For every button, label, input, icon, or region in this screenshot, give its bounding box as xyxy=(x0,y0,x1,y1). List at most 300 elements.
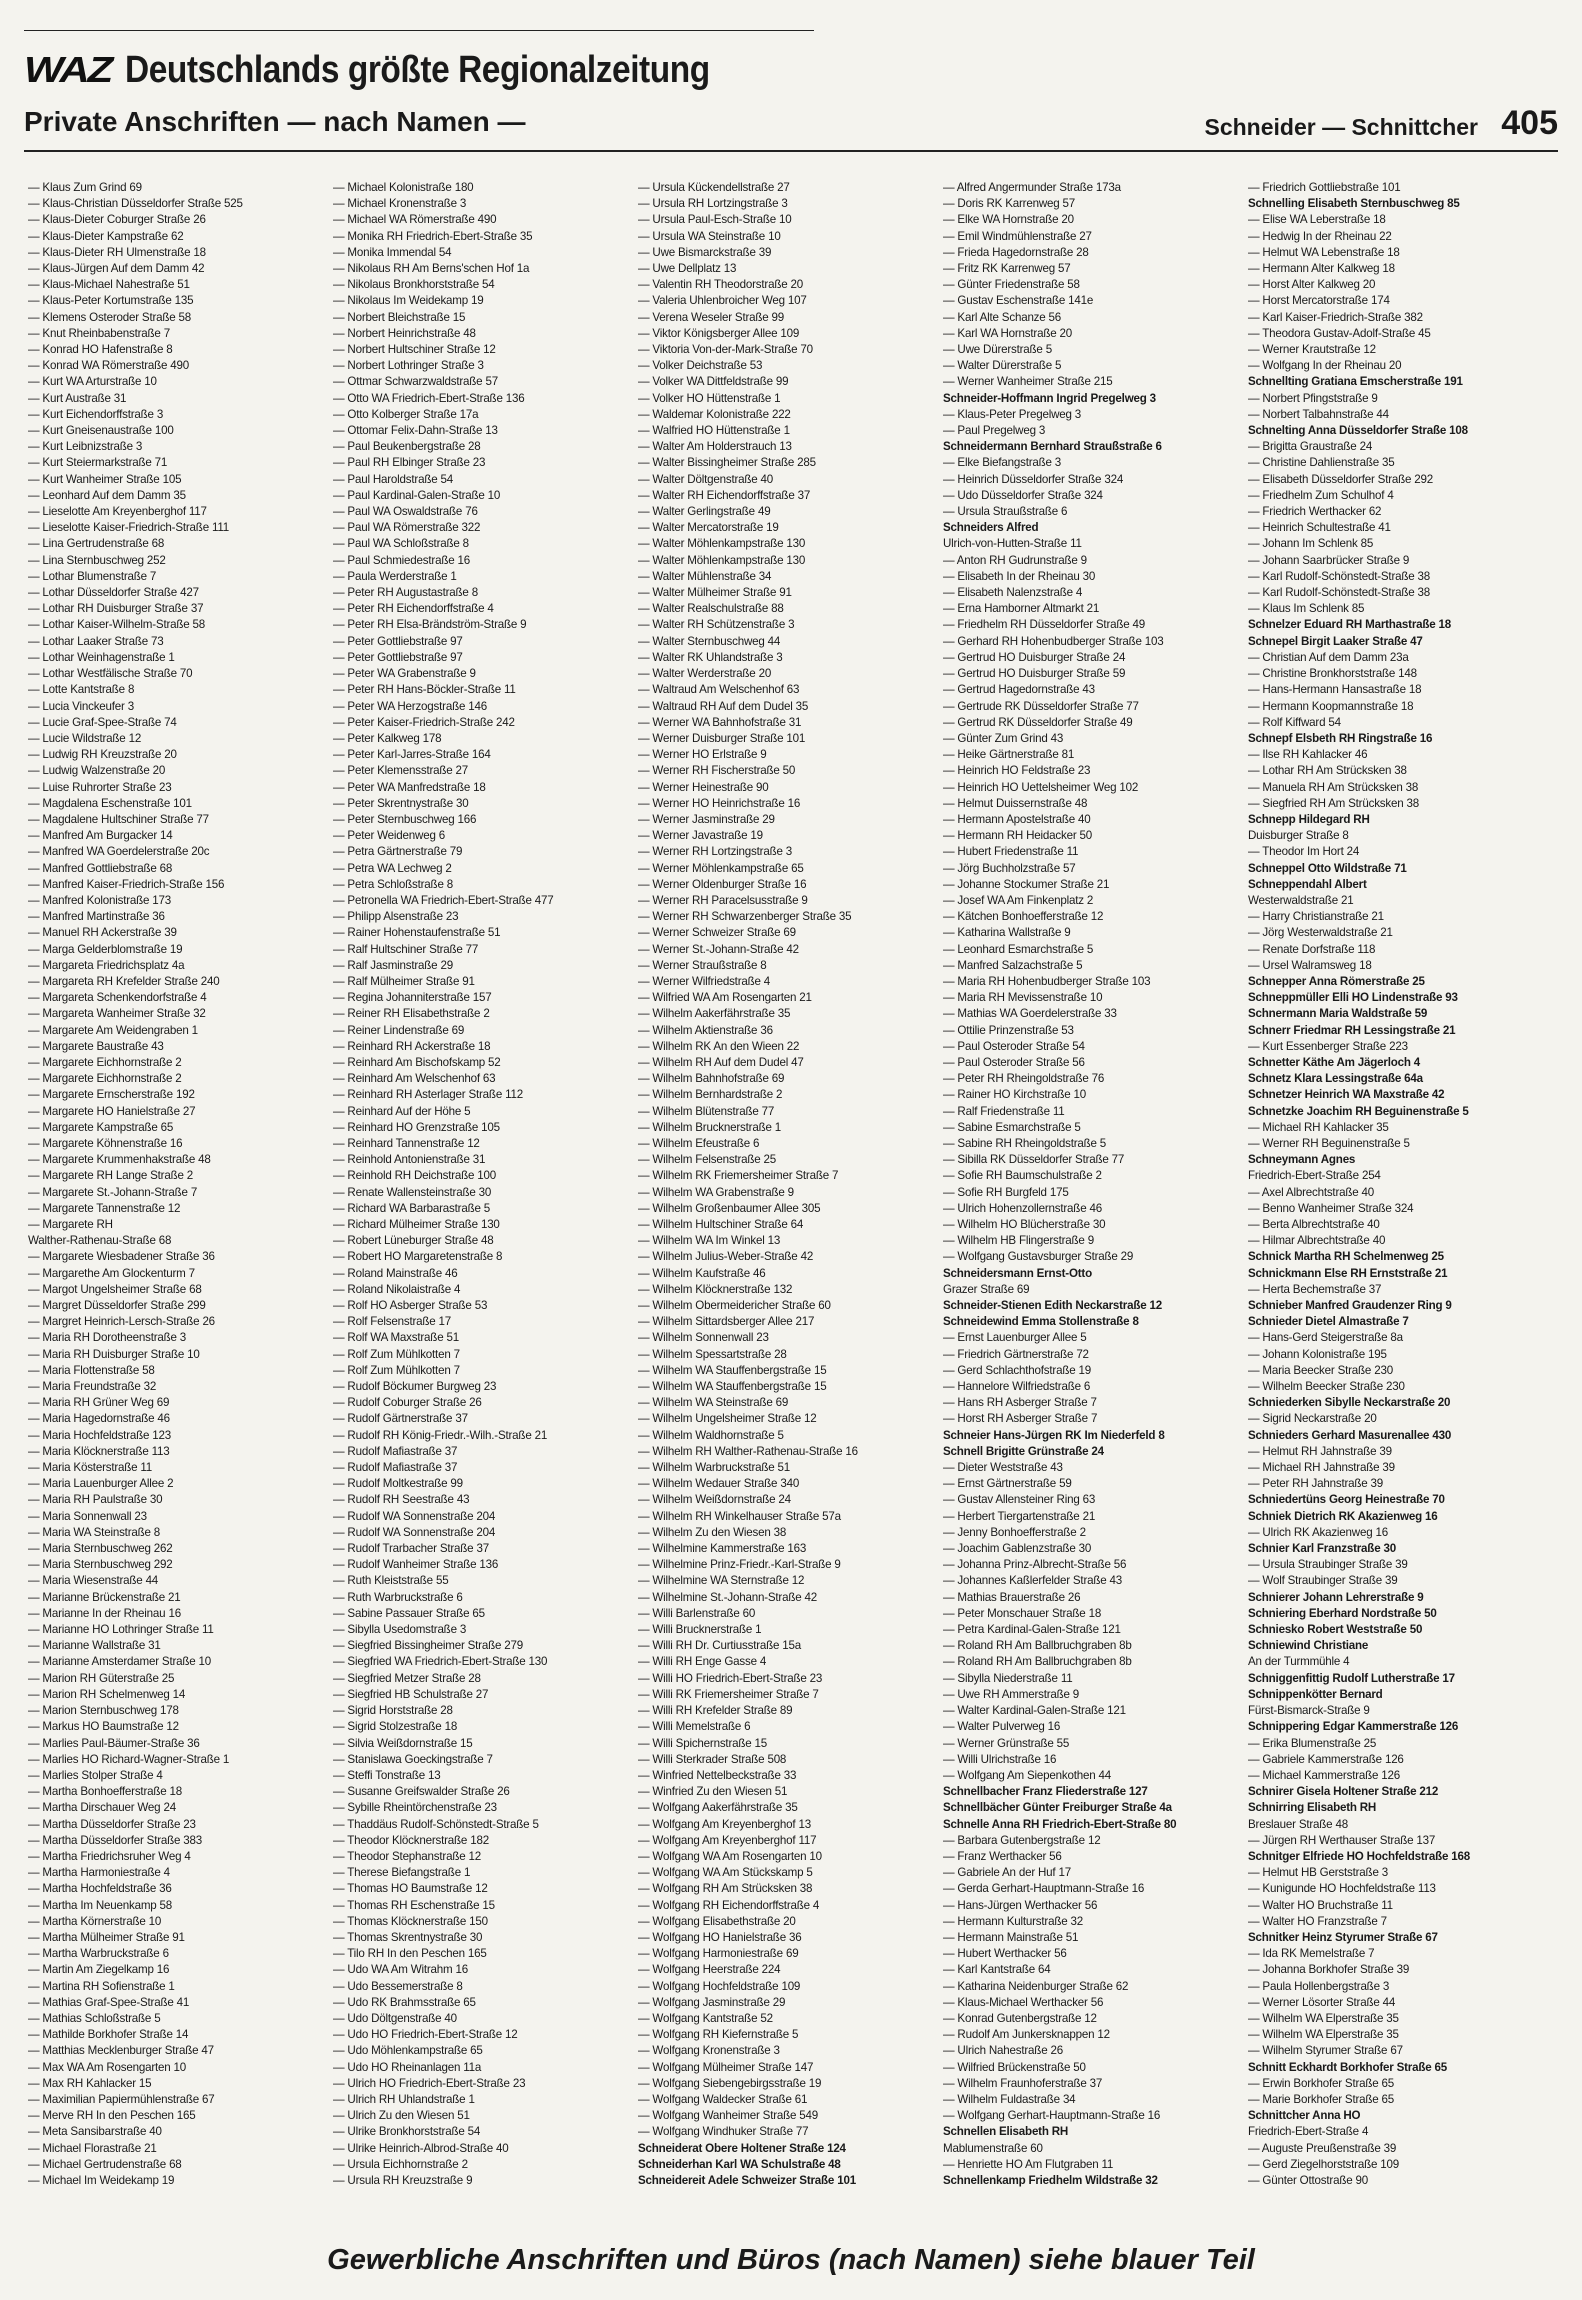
address-entry: — Rudolf RH König-Friedr.-Wilh.-Straße 21 xyxy=(333,1428,548,1442)
address-entry: — Maria Beecker Straße 230 xyxy=(1248,1363,1393,1377)
address-entry: — Udo Bessemerstraße 8 xyxy=(333,1979,463,1993)
address-entry: — Hans-Gerd Steigerstraße 8a xyxy=(1248,1331,1403,1345)
address-entry: — Wolfgang WA Am Rosengarten 10 xyxy=(638,1849,822,1863)
address-entry: — Michael Kronenstraße 3 xyxy=(333,197,467,211)
address-entry: — Hannelore Wilfriedstraße 6 xyxy=(943,1380,1091,1394)
address-entry: — Horst Alter Kalkweg 20 xyxy=(1248,278,1376,292)
address-entry: — Therese Biefangstraße 1 xyxy=(333,1866,471,1880)
address-entry: — Helmut HB Gerststraße 3 xyxy=(1248,1866,1388,1880)
address-entry: — Lothar Düsseldorfer Straße 427 xyxy=(28,586,199,600)
address-entry: — Marianne Wallstraße 31 xyxy=(28,1639,161,1653)
address-entry: — Christine Bronkhorststraße 148 xyxy=(1248,667,1417,681)
address-entry: — Lieselotte Am Kreyenberghof 117 xyxy=(28,505,207,519)
address-entry: — Mathias Schloßstraße 5 xyxy=(28,2011,161,2025)
address-entry: — Werner RH Beguinenstraße 5 xyxy=(1248,1136,1410,1150)
address-entry: — Theodor Stephanstraße 12 xyxy=(333,1849,481,1863)
address-entry: — Wolfgang Gerhart-Hauptmann-Straße 16 xyxy=(943,2109,1161,2123)
address-entry: — Werner WA Bahnhofstraße 31 xyxy=(638,715,802,729)
address-entry: — Paul Kardinal-Galen-Straße 10 xyxy=(333,488,501,502)
address-entry: — Peter Skrentnystraße 30 xyxy=(333,796,469,810)
address-entry: Schnetzke Joachim RH Beguinenstraße 5 xyxy=(1248,1104,1469,1118)
address-entry: — Mathias Brauerstraße 26 xyxy=(943,1590,1081,1604)
address-entry: — Sibylla Niederstraße 11 xyxy=(943,1671,1073,1685)
address-entry: — Gerda Gerhart-Hauptmann-Straße 16 xyxy=(943,1882,1145,1896)
address-entry: — Wilhelm Weißdornstraße 24 xyxy=(638,1493,791,1507)
address-entry: — Werner Grünstraße 55 xyxy=(943,1736,1070,1750)
address-entry: Schnermann Maria Waldstraße 59 xyxy=(1248,1007,1428,1021)
address-entry: — Joachim Gablenzstraße 30 xyxy=(943,1542,1092,1556)
address-entry: — Wolfgang Am Kreyenberghof 13 xyxy=(638,1817,811,1831)
address-entry: Westerwaldstraße 21 xyxy=(1248,893,1354,907)
address-entry: — Maria Freundstraße 32 xyxy=(28,1380,157,1394)
address-entry: — Marion RH Schelmenweg 14 xyxy=(28,1687,186,1701)
address-entry: Schnick Martha RH Schelmenweg 25 xyxy=(1248,1250,1444,1264)
address-entry: — Wilhelm Bernhardstraße 2 xyxy=(638,1088,783,1102)
address-entry: — Thaddäus Rudolf-Schönstedt-Straße 5 xyxy=(333,1817,539,1831)
address-entry: — Werner Möhlenkampstraße 65 xyxy=(638,861,804,875)
address-entry: — Manfred Kaiser-Friedrich-Straße 156 xyxy=(28,877,225,891)
address-entry: — Helmut RH Jahnstraße 39 xyxy=(1248,1444,1392,1458)
address-entry: — Kätchen Bonhoefferstraße 12 xyxy=(943,910,1104,924)
address-entry: — Maria RH Mevissenstraße 10 xyxy=(943,991,1103,1005)
address-entry: — Walter Bissingheimer Straße 285 xyxy=(638,456,816,470)
address-entry: — Rudolf Böckumer Burgweg 23 xyxy=(333,1380,497,1394)
address-entry: — Erwin Borkhofer Straße 65 xyxy=(1248,2076,1395,2090)
address-entry: — Wolfgang RH Am Strücksken 38 xyxy=(638,1882,813,1896)
address-entry: — Gerd Ziegelhorststraße 109 xyxy=(1248,2157,1399,2171)
address-entry: — Theodora Gustav-Adolf-Straße 45 xyxy=(1248,326,1431,340)
address-entry: — Willi RH Enge Gasse 4 xyxy=(638,1655,767,1669)
address-entry: — Luise Ruhrorter Straße 23 xyxy=(28,780,172,794)
address-entry: — Rudolf Mafiastraße 37 xyxy=(333,1461,458,1475)
address-entry: — Martha Düsseldorfer Straße 23 xyxy=(28,1817,196,1831)
address-entry: Friedrich-Ebert-Straße 254 xyxy=(1248,1169,1381,1183)
address-entry: — Reinhard HO Grenzstraße 105 xyxy=(333,1120,500,1134)
address-entry: — Martha Dirschauer Weg 24 xyxy=(28,1801,176,1815)
address-entry: — Wilhelm HB Flingerstraße 9 xyxy=(943,1234,1094,1248)
address-entry: — Willi Ulrichstraße 16 xyxy=(943,1752,1057,1766)
address-entry: — Herta Bechemstraße 37 xyxy=(1248,1282,1382,1296)
address-entry: — Michael WA Römerstraße 490 xyxy=(333,213,497,227)
address-entry: — Hans-Hermann Hansastraße 18 xyxy=(1248,683,1422,697)
address-entry: — Kurt Austraße 31 xyxy=(28,391,127,405)
address-entry: — Friedhelm Zum Schulhof 4 xyxy=(1248,488,1394,502)
address-entry: — Ernst Gärtnerstraße 59 xyxy=(943,1477,1072,1491)
address-entry: — Valentin RH Theodorstraße 20 xyxy=(638,278,803,292)
address-entry: — Sabine Esmarchstraße 5 xyxy=(943,1120,1081,1134)
address-entry: — Gabriele An der Huf 17 xyxy=(943,1866,1071,1880)
address-entry: — Otto WA Friedrich-Ebert-Straße 136 xyxy=(333,391,525,405)
address-entry: Schneppel Otto Wildstraße 71 xyxy=(1248,861,1407,875)
address-entry: — Wolfgang Elisabethstraße 20 xyxy=(638,1914,796,1928)
address-entry: — Ulrich Zu den Wiesen 51 xyxy=(333,2109,470,2123)
address-entry: — Peter Klemensstraße 27 xyxy=(333,764,469,778)
address-entry: — Leonhard Auf dem Damm 35 xyxy=(28,488,186,502)
address-entry: — Peter Monschauer Straße 18 xyxy=(943,1606,1102,1620)
address-entry: — Hermann Mainstraße 51 xyxy=(943,1930,1079,1944)
address-entry: — Paula Hollenbergstraße 3 xyxy=(1248,1979,1390,1993)
address-entry: — Heinrich Schultestraße 41 xyxy=(1248,521,1391,535)
address-entry: — Willi RH Dr. Curtiusstraße 15a xyxy=(638,1639,802,1653)
page-header xyxy=(24,102,1558,146)
address-entry: — Lothar Weinhagenstraße 1 xyxy=(28,650,175,664)
address-entry: — Wolfgang In der Rheinau 20 xyxy=(1248,359,1402,373)
address-entry: — Helmut Duissernstraße 48 xyxy=(943,796,1088,810)
address-entry: Schniggenfittig Rudolf Lutherstraße 17 xyxy=(1248,1671,1455,1685)
address-entry: — Sigrid Neckarstraße 20 xyxy=(1248,1412,1377,1426)
address-entry: — Margarete RH Lange Straße 2 xyxy=(28,1169,193,1183)
address-entry: — Rolf Zum Mühlkotten 7 xyxy=(333,1347,460,1361)
address-entry: — Manfred Gottliebstraße 68 xyxy=(28,861,173,875)
address-entry: — Martha Hochfeldstraße 36 xyxy=(28,1882,172,1896)
address-entry: — Michael Gertrudenstraße 68 xyxy=(28,2157,182,2171)
address-entry: — Martha Friedrichsruher Weg 4 xyxy=(28,1849,191,1863)
address-entry: — Wilhelm RK Friemersheimer Straße 7 xyxy=(638,1169,839,1183)
address-entry: — Maria Sonnenwall 23 xyxy=(28,1509,147,1523)
address-entry: — Ottilie Prinzenstraße 53 xyxy=(943,1023,1074,1037)
address-entry: — Sibilla RK Düsseldorfer Straße 77 xyxy=(943,1153,1125,1167)
address-entry: — Siegfried HB Schulstraße 27 xyxy=(333,1687,489,1701)
address-entry: — Hermann Koopmannstraße 18 xyxy=(1248,699,1414,713)
address-entry: — Wolfgang Harmoniestraße 69 xyxy=(638,1947,799,1961)
address-entry: — Elisabeth Nalenzstraße 4 xyxy=(943,586,1083,600)
address-entry: — Ralf Mülheimer Straße 91 xyxy=(333,974,475,988)
address-entry: — Kurt Essenberger Straße 223 xyxy=(1248,1039,1408,1053)
column-5 xyxy=(1248,180,1553,2220)
column-2 xyxy=(333,180,638,2220)
address-entry: — Rolf HO Asberger Straße 53 xyxy=(333,1299,488,1313)
address-entry: — Werner Lösorter Straße 44 xyxy=(1248,1995,1396,2009)
address-entry: — Ulrike Heinrich-Albrod-Straße 40 xyxy=(333,2141,509,2155)
address-entry: — Gertrud HO Duisburger Straße 24 xyxy=(943,650,1126,664)
address-entry: — Reinhold Antonienstraße 31 xyxy=(333,1153,486,1167)
address-entry: — Paula Werderstraße 1 xyxy=(333,569,457,583)
address-entry: — Kurt WA Arturstraße 10 xyxy=(28,375,157,389)
address-entry: — Markus HO Baumstraße 12 xyxy=(28,1720,179,1734)
address-entry: — Reinhard Auf der Höhe 5 xyxy=(333,1104,471,1118)
address-entry: — Winfried Nettelbeckstraße 33 xyxy=(638,1768,797,1782)
address-entry: — Johann Saarbrücker Straße 9 xyxy=(1248,553,1410,567)
address-entry: — Wilhelm Efeustraße 6 xyxy=(638,1136,760,1150)
address-entry: — Kurt Leibnizstraße 3 xyxy=(28,440,143,454)
address-entry: — Doris RK Karrenweg 57 xyxy=(943,197,1076,211)
address-entry: — Margarete Baustraße 43 xyxy=(28,1039,164,1053)
address-entry: — Klemens Osteroder Straße 58 xyxy=(28,310,192,324)
address-entry: — Udo Möhlenkampstraße 65 xyxy=(333,2044,483,2058)
address-entry: — Silvia Weißdornstraße 15 xyxy=(333,1736,473,1750)
address-entry: — Max WA Am Rosengarten 10 xyxy=(28,2060,187,2074)
address-entry: — Manfred Martinstraße 36 xyxy=(28,910,165,924)
address-entry: — Margareta RH Krefelder Straße 240 xyxy=(28,974,220,988)
address-entry: — Walter Am Holderstrauch 13 xyxy=(638,440,792,454)
address-entry: — Klaus-Michael Nahestraße 51 xyxy=(28,278,190,292)
address-entry: — Dieter Weststraße 43 xyxy=(943,1461,1063,1475)
address-entry: — Sofie RH Baumschulstraße 2 xyxy=(943,1169,1102,1183)
address-entry: Schneidermann Bernhard Straußstraße 6 xyxy=(943,440,1162,454)
address-entry: — Werner St.-Johann-Straße 42 xyxy=(638,942,799,956)
address-entry: — Margarethe Am Glockenturm 7 xyxy=(28,1266,195,1280)
address-entry: — Margot Ungelsheimer Straße 68 xyxy=(28,1282,202,1296)
address-entry: — Robert HO Margaretenstraße 8 xyxy=(333,1250,503,1264)
address-entry: — Wilhelmine St.-Johann-Straße 42 xyxy=(638,1590,817,1604)
address-entry: — Ida RK Memelstraße 7 xyxy=(1248,1947,1375,1961)
address-entry: — Peter RH Augustastraße 8 xyxy=(333,586,478,600)
address-entry: Walther-Rathenau-Straße 68 xyxy=(28,1234,172,1248)
address-entry: Schnepel Birgit Laaker Straße 47 xyxy=(1248,634,1423,648)
address-entry: — Margarete HO Hanielstraße 27 xyxy=(28,1104,196,1118)
address-entry: — Ruth Warbruckstraße 6 xyxy=(333,1590,463,1604)
address-entry: — Sibylla Usedomstraße 3 xyxy=(333,1623,467,1637)
address-entry: — Roland Nikolaistraße 4 xyxy=(333,1282,461,1296)
address-entry: — Hans-Jürgen Werthacker 56 xyxy=(943,1898,1098,1912)
address-entry: — Kunigunde HO Hochfeldstraße 113 xyxy=(1248,1882,1436,1896)
address-entry: — Rainer Hohenstaufenstraße 51 xyxy=(333,926,501,940)
address-entry: — Walter Kardinal-Galen-Straße 121 xyxy=(943,1704,1126,1718)
address-entry: — Erika Blumenstraße 25 xyxy=(1248,1736,1377,1750)
address-entry: — Willi HO Friedrich-Ebert-Straße 23 xyxy=(638,1671,823,1685)
address-entry: Schnierer Johann Lehrerstraße 9 xyxy=(1248,1590,1424,1604)
address-entry: Schnitt Eckhardt Borkhofer Straße 65 xyxy=(1248,2060,1447,2074)
address-entry: — Lothar RH Duisburger Straße 37 xyxy=(28,602,204,616)
address-entry: — Johanne Stockumer Straße 21 xyxy=(943,877,1110,891)
address-entry: — Renate Dorfstraße 118 xyxy=(1248,942,1376,956)
address-entry: — Lothar Laaker Straße 73 xyxy=(28,634,164,648)
address-entry: Grazer Straße 69 xyxy=(943,1282,1030,1296)
address-entry: — Roland RH Am Ballbruchgraben 8b xyxy=(943,1639,1132,1653)
address-entry: — Paul Beukenbergstraße 28 xyxy=(333,440,481,454)
address-entry: Schnellting Gratiana Emscherstraße 191 xyxy=(1248,375,1463,389)
address-entry: — Waldemar Kolonistraße 222 xyxy=(638,407,791,421)
address-entry: — Wolfgang Heerstraße 224 xyxy=(638,1963,781,1977)
address-entry: — Nikolaus Bronkhorststraße 54 xyxy=(333,278,495,292)
address-entry: — Wilhelm WA Stauffenbergstraße 15 xyxy=(638,1363,827,1377)
address-entry: — Lothar RH Am Strücksken 38 xyxy=(1248,764,1407,778)
address-entry: Schnerr Friedmar RH Lessingstraße 21 xyxy=(1248,1023,1456,1037)
address-entry: — Werner Straußstraße 8 xyxy=(638,958,767,972)
address-entry: — Wilhelm WA Elperstraße 35 xyxy=(1248,2028,1399,2042)
address-entry: — Lucie Wildstraße 12 xyxy=(28,731,142,745)
address-entry: — Lina Gertrudenstraße 68 xyxy=(28,537,165,551)
address-entry: — Wilhelm Warbruckstraße 51 xyxy=(638,1461,791,1475)
address-entry: — Wilhelm Aakerfährstraße 35 xyxy=(638,1007,791,1021)
address-entry: Friedrich-Ebert-Straße 4 xyxy=(1248,2125,1369,2139)
address-entry: — Ursula Straußstraße 6 xyxy=(943,505,1068,519)
address-entry: Schneidewind Emma Stollenstraße 8 xyxy=(943,1315,1139,1329)
address-entry: — Martina RH Sofienstraße 1 xyxy=(28,1979,175,1993)
address-entry: — Wilhelm HO Blücherstraße 30 xyxy=(943,1218,1106,1231)
address-entry: — Klaus-Dieter Kampstraße 62 xyxy=(28,229,184,243)
address-entry: — Hermann RH Heidacker 50 xyxy=(943,829,1092,843)
address-entry: — Hermann Alter Kalkweg 18 xyxy=(1248,262,1395,276)
address-entry: — Knut Rheinbabenstraße 7 xyxy=(28,326,170,340)
address-entry: — Michael Kolonistraße 180 xyxy=(333,181,474,194)
address-entry: — Wilhelm Spessartstraße 28 xyxy=(638,1347,787,1361)
address-entry: Fürst-Bismarck-Straße 9 xyxy=(1248,1704,1370,1718)
address-entry: Schnieber Manfred Graudenzer Ring 9 xyxy=(1248,1299,1452,1313)
address-entry: Schnittcher Anna HO xyxy=(1248,2109,1361,2123)
address-entry: — Petra Gärtnerstraße 79 xyxy=(333,845,463,859)
address-entry: — Benno Wanheimer Straße 324 xyxy=(1248,1201,1414,1215)
address-entry: Schnell Brigitte Grünstraße 24 xyxy=(943,1444,1104,1458)
address-entry: — Wilhelm Sittardsberger Allee 217 xyxy=(638,1315,815,1329)
address-entry: Schniek Dietrich RK Akazienweg 16 xyxy=(1248,1509,1438,1523)
address-entry: — Ralf Hultschiner Straße 77 xyxy=(333,942,479,956)
address-entry: — Wilhelm Ungelsheimer Straße 12 xyxy=(638,1412,817,1426)
address-entry: — Paul WA Römerstraße 322 xyxy=(333,521,481,535)
address-entry: — Wilhelm Bahnhofstraße 69 xyxy=(638,1072,785,1086)
address-entry: — Ruth Kleiststraße 55 xyxy=(333,1574,449,1588)
address-entry: — Reiner RH Elisabethstraße 2 xyxy=(333,1007,490,1021)
address-entry: — Wilhelm Obermeidericher Straße 60 xyxy=(638,1299,831,1313)
address-entry: — Harry Christianstraße 21 xyxy=(1248,910,1384,924)
address-entry: — Heinrich HO Uettelsheimer Weg 102 xyxy=(943,780,1139,794)
address-entry: — Petronella WA Friedrich-Ebert-Straße 477 xyxy=(333,893,554,907)
address-entry: — Margarete Krummenhakstraße 48 xyxy=(28,1153,211,1167)
address-entry: — Lieselotte Kaiser-Friedrich-Straße 111 xyxy=(28,521,229,535)
address-entry: Schniederken Sibylle Neckarstraße 20 xyxy=(1248,1396,1451,1410)
address-entry: — Walter Werderstraße 20 xyxy=(638,667,772,681)
address-entry: — Udo RK Brahmsstraße 65 xyxy=(333,1995,476,2009)
address-entry: — Wolfgang Windhuker Straße 77 xyxy=(638,2125,809,2139)
address-entry: — Werner Heinestraße 90 xyxy=(638,780,769,794)
address-entry: — Philipp Alsenstraße 23 xyxy=(333,910,459,924)
address-entry: — Marianne Amsterdamer Straße 10 xyxy=(28,1655,212,1669)
address-entry: — Wilhelm Hultschiner Straße 64 xyxy=(638,1218,804,1231)
address-entry: — Ursula Paul-Esch-Straße 10 xyxy=(638,213,792,227)
name-range: Schneider — Schnittcher xyxy=(1204,114,1478,140)
address-entry: — Peter RH Rheingoldstraße 76 xyxy=(943,1072,1105,1086)
address-entry: — Margret Düsseldorfer Straße 299 xyxy=(28,1299,206,1313)
address-entry: Schnippenkötter Bernard xyxy=(1248,1687,1383,1701)
address-entry: — Sigrid Horststraße 28 xyxy=(333,1704,453,1718)
address-entry: — Wilhelm Sonnenwall 23 xyxy=(638,1331,769,1345)
address-entry: — Margarete Köhnenstraße 16 xyxy=(28,1136,183,1150)
address-entry: — Heinrich HO Feldstraße 23 xyxy=(943,764,1091,778)
address-entry: — Rolf WA Maxstraße 51 xyxy=(333,1331,459,1345)
address-entry: — Klaus-Christian Düsseldorfer Straße 525 xyxy=(28,197,243,211)
masthead xyxy=(24,42,790,98)
address-entry: — Willi Spichernstraße 15 xyxy=(638,1736,768,1750)
address-entry: — Hans RH Asberger Straße 7 xyxy=(943,1396,1097,1410)
address-entry: — Maria Hochfeldstraße 123 xyxy=(28,1428,172,1442)
address-entry: Schneider-Stienen Edith Neckarstraße 12 xyxy=(943,1299,1163,1313)
address-entry: — Ulrich HO Friedrich-Ebert-Straße 23 xyxy=(333,2076,526,2090)
address-entry: — Ralf Friedenstraße 11 xyxy=(943,1104,1065,1118)
address-entry: — Wolfgang WA Am Stückskamp 5 xyxy=(638,1866,813,1880)
address-entry: — Rolf Zum Mühlkotten 7 xyxy=(333,1363,460,1377)
address-entry: — Marion Sternbuschweg 178 xyxy=(28,1704,179,1718)
address-entry: — Klaus-Peter Kortumstraße 135 xyxy=(28,294,194,308)
address-entry: — Walfried HO Hüttenstraße 1 xyxy=(638,424,790,438)
address-entry: — Marianne HO Lothringer Straße 11 xyxy=(28,1623,214,1637)
address-entry: — Marlies Paul-Bäumer-Straße 36 xyxy=(28,1736,200,1750)
address-entry: — Monika RH Friedrich-Ebert-Straße 35 xyxy=(333,229,533,243)
address-entry: — Emil Windmühlenstraße 27 xyxy=(943,229,1092,243)
address-entry: — Walter RH Schützenstraße 3 xyxy=(638,618,795,632)
page-number: 405 xyxy=(1501,104,1558,142)
address-entry: Schneiderat Obere Holtener Straße 124 xyxy=(638,2141,846,2155)
address-entry: — Rudolf Am Junkersknappen 12 xyxy=(943,2028,1110,2042)
address-entry: — Hilmar Albrechtstraße 40 xyxy=(1248,1234,1386,1248)
address-entry: — Wilhelm Julius-Weber-Straße 42 xyxy=(638,1250,814,1264)
address-entry: Schnepp Hildegard RH xyxy=(1248,812,1370,826)
address-entry: — Siegfried Metzer Straße 28 xyxy=(333,1671,481,1685)
address-entry: — Rudolf Trarbacher Straße 37 xyxy=(333,1542,489,1556)
address-entry: — Wolfgang Hochfeldstraße 109 xyxy=(638,1979,801,1993)
address-entry: — Konrad HO Hafenstraße 8 xyxy=(28,343,173,357)
address-entry: — Wilhelm RH Walther-Rathenau-Straße 16 xyxy=(638,1444,858,1458)
address-entry: — Günter Ottostraße 90 xyxy=(1248,2173,1368,2187)
address-entry: — Norbert Bleichstraße 15 xyxy=(333,310,466,324)
address-entry: — Manfred Salzachstraße 5 xyxy=(943,958,1083,972)
address-entry: — Udo HO Rheinanlagen 11a xyxy=(333,2060,482,2074)
address-entry: — Reinhard RH Ackerstraße 18 xyxy=(333,1039,491,1053)
address-entry: — Wilhelm Blütenstraße 77 xyxy=(638,1104,775,1118)
address-entry: — Martha Harmoniestraße 4 xyxy=(28,1866,170,1880)
address-entry: — Ernst Lauenburger Allee 5 xyxy=(943,1331,1087,1345)
address-entry: — Elise WA Leberstraße 18 xyxy=(1248,213,1386,227)
address-entry: — Martha Warbruckstraße 6 xyxy=(28,1947,169,1961)
address-entry: — Werner HO Heinrichstraße 16 xyxy=(638,796,801,810)
address-entry: — Martin Am Ziegelkamp 16 xyxy=(28,1963,170,1977)
address-entry: — Wilhelm WA Steinstraße 69 xyxy=(638,1396,789,1410)
address-entry: — Wilhelm Zu den Wiesen 38 xyxy=(638,1525,787,1539)
address-entry: — Werner RH Lortzingstraße 3 xyxy=(638,845,792,859)
address-entry: — Ottmar Schwarzwaldstraße 57 xyxy=(333,375,498,389)
address-entry: — Peter WA Manfredstraße 18 xyxy=(333,780,486,794)
address-entry: — Horst Mercatorstraße 174 xyxy=(1248,294,1390,308)
address-entry: — Hedwig In der Rheinau 22 xyxy=(1248,229,1392,243)
address-entry: — Klaus-Jürgen Auf dem Damm 42 xyxy=(28,262,205,276)
address-entry: Schnirer Gisela Holtener Straße 212 xyxy=(1248,1785,1439,1799)
address-entry: — Otto Kolberger Straße 17a xyxy=(333,407,479,421)
address-entry: — Heike Gärtnerstraße 81 xyxy=(943,748,1075,762)
address-entry: — Willi RK Friemersheimer Straße 7 xyxy=(638,1687,819,1701)
address-entry: — Walter Dürerstraße 5 xyxy=(943,359,1062,373)
address-entry: Schnelzer Eduard RH Marthastraße 18 xyxy=(1248,618,1452,632)
address-entry: Schnitker Heinz Styrumer Straße 67 xyxy=(1248,1930,1438,1944)
address-entry: — Martha Düsseldorfer Straße 383 xyxy=(28,1833,203,1847)
column-4 xyxy=(943,180,1248,2220)
address-entry: — Ulrich Hohenzollernstraße 46 xyxy=(943,1201,1102,1215)
address-entry: — Johannes Kaßlerfelder Straße 43 xyxy=(943,1574,1122,1588)
address-entry: — Lina Sternbuschweg 252 xyxy=(28,553,166,567)
address-entry: — Herbert Tiergartenstraße 21 xyxy=(943,1509,1096,1523)
address-entry: — Werner Krautstraße 12 xyxy=(1248,343,1376,357)
address-entry: — Lucia Vinckeufer 3 xyxy=(28,699,134,713)
address-entry: — Wilhelm Fraunhoferstraße 37 xyxy=(943,2076,1103,2090)
address-entry: — Walter Döltgenstraße 40 xyxy=(638,472,774,486)
address-entry: Schnirring Elisabeth RH xyxy=(1248,1801,1377,1815)
address-entry: Schniering Eberhard Nordstraße 50 xyxy=(1248,1606,1437,1620)
address-entry: Schniewind Christiane xyxy=(1248,1639,1369,1653)
address-entry: — Jürgen RH Werthauser Straße 137 xyxy=(1248,1833,1436,1847)
address-entry: — Meta Sansibarstraße 40 xyxy=(28,2125,162,2139)
address-entry: — Hubert Friedenstraße 11 xyxy=(943,845,1079,859)
address-entry: — Elke WA Hornstraße 20 xyxy=(943,213,1074,227)
address-entry: — Maria Sternbuschweg 292 xyxy=(28,1558,173,1572)
address-entry: — Peter RH Elsa-Brändström-Straße 9 xyxy=(333,618,527,632)
address-entry: — Marga Gelderblomstraße 19 xyxy=(28,942,183,956)
address-entry: — Sofie RH Burgfeld 175 xyxy=(943,1185,1069,1199)
address-entry: — Ursula Kückendellstraße 27 xyxy=(638,181,790,194)
address-entry: — Margarete Wiesbadener Straße 36 xyxy=(28,1250,215,1264)
address-entry: — Margarete Am Weidengraben 1 xyxy=(28,1023,198,1037)
address-entry: — Jörg Buchholzstraße 57 xyxy=(943,861,1076,875)
address-entry: — Gabriele Kammerstraße 126 xyxy=(1248,1752,1404,1766)
address-entry: — Wilhelm RH Winkelhauser Straße 57a xyxy=(638,1509,841,1523)
address-entry: — Paul RH Elbinger Straße 23 xyxy=(333,456,486,470)
